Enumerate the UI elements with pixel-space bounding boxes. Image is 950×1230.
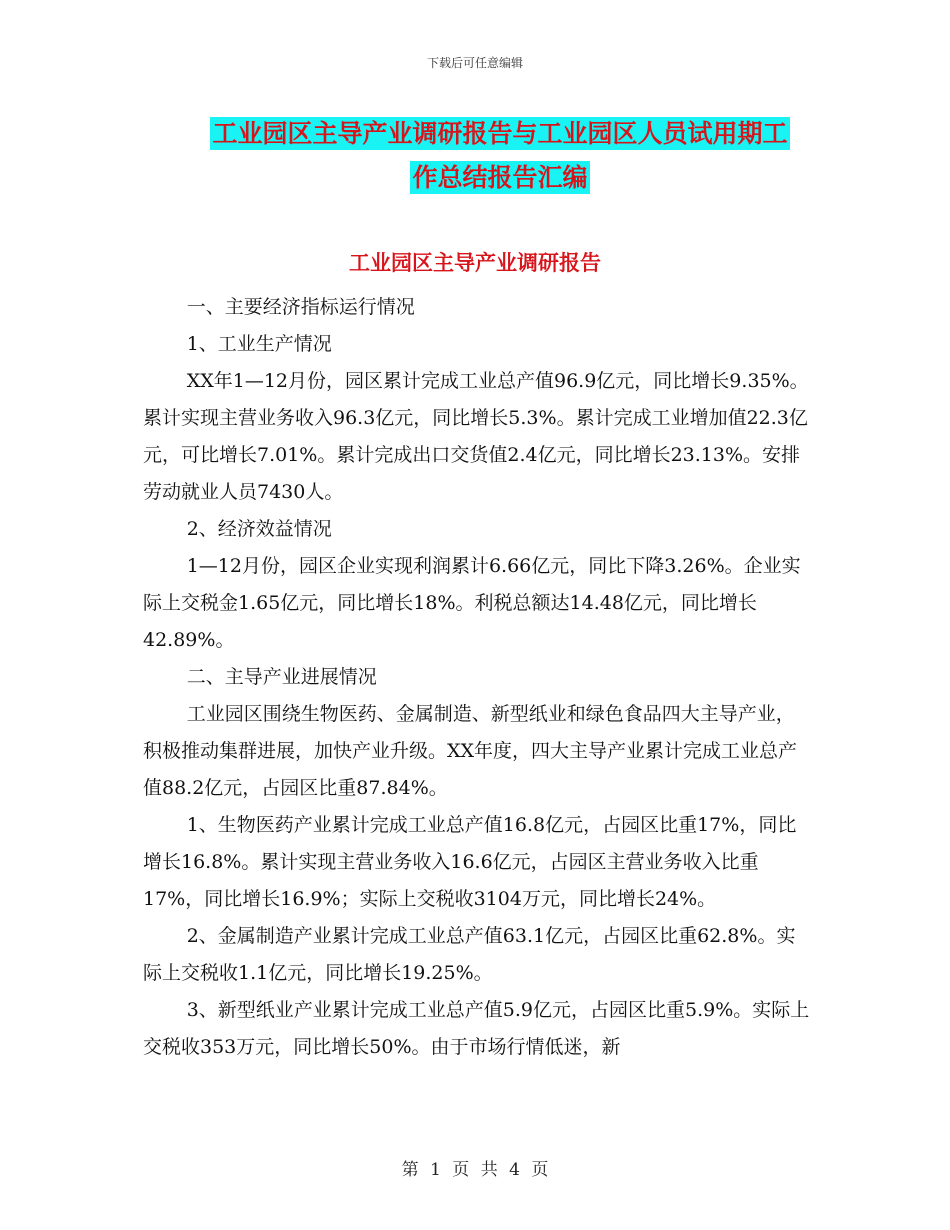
heading-industrial-production: 1、工业生产情况: [186, 333, 332, 355]
paragraph-economic-benefits: 1—12月份，园区企业实现利润累计6.66亿元，同比下降3.26%。企业实际上交税金1.65亿元，同比增长18%。利税总额达14.48亿元，同比增长42.89%。: [143, 555, 801, 651]
page-number-footer: 第 1 页 共 4 页: [401, 1160, 549, 1180]
paragraph-new-paper: 3、新型纸业产业累计完成工业总产值5.9亿元，占园区比重5.9%。实际上交税收353万元，同比增长50%。由于市场行情低迷，新: [143, 999, 810, 1058]
title-line-2: 作总结报告汇编: [412, 163, 588, 192]
heading-economic-benefits: 2、经济效益情况: [186, 518, 332, 540]
paragraph-biomedicine: 1、生物医药产业累计完成工业总产值16.8亿元，占园区比重17%，同比增长16.8%。累计实现主营业务收入16.6亿元，占园区主营业务收入比重17%，同比增长16.9%；实际上交税收3104万元，同比增长24%。: [143, 814, 797, 910]
paragraph-industrial-production: XX年1—12月份，园区累计完成工业总产值96.9亿元，同比增长9.35%。累计实现主营业务收入96.3亿元，同比增长5.3%。累计完成工业增加值22.3亿元，可比增长7.01%。累计完成出口交货值2.4亿元，同比增长23.13%。安排劳动就业人员7430人。: [143, 370, 809, 503]
heading-leading-industries: 二、主导产业进展情况: [186, 666, 377, 688]
document-title: [140, 112, 860, 200]
section-title: 工业园区主导产业调研报告: [349, 250, 601, 275]
title-line-1: 工业园区主导产业调研报告与工业园区人员试用期工: [212, 119, 788, 148]
document-body: [143, 289, 813, 1066]
heading-main-indicators: 一、主要经济指标运行情况: [186, 296, 415, 318]
paragraph-leading-industries: 工业园区围绕生物医药、金属制造、新型纸业和绿色食品四大主导产业，积极推动集群进展，加快产业升级。XX年度，四大主导产业累计完成工业总产值88.2亿元，占园区比重87.84%。: [143, 703, 798, 799]
header-note: 下载后可任意编辑: [426, 56, 523, 70]
paragraph-metal-manufacturing: 2、金属制造产业累计完成工业总产值63.1亿元，占园区比重62.8%。实际上交税收1.1亿元，同比增长19.25%。: [143, 925, 796, 984]
